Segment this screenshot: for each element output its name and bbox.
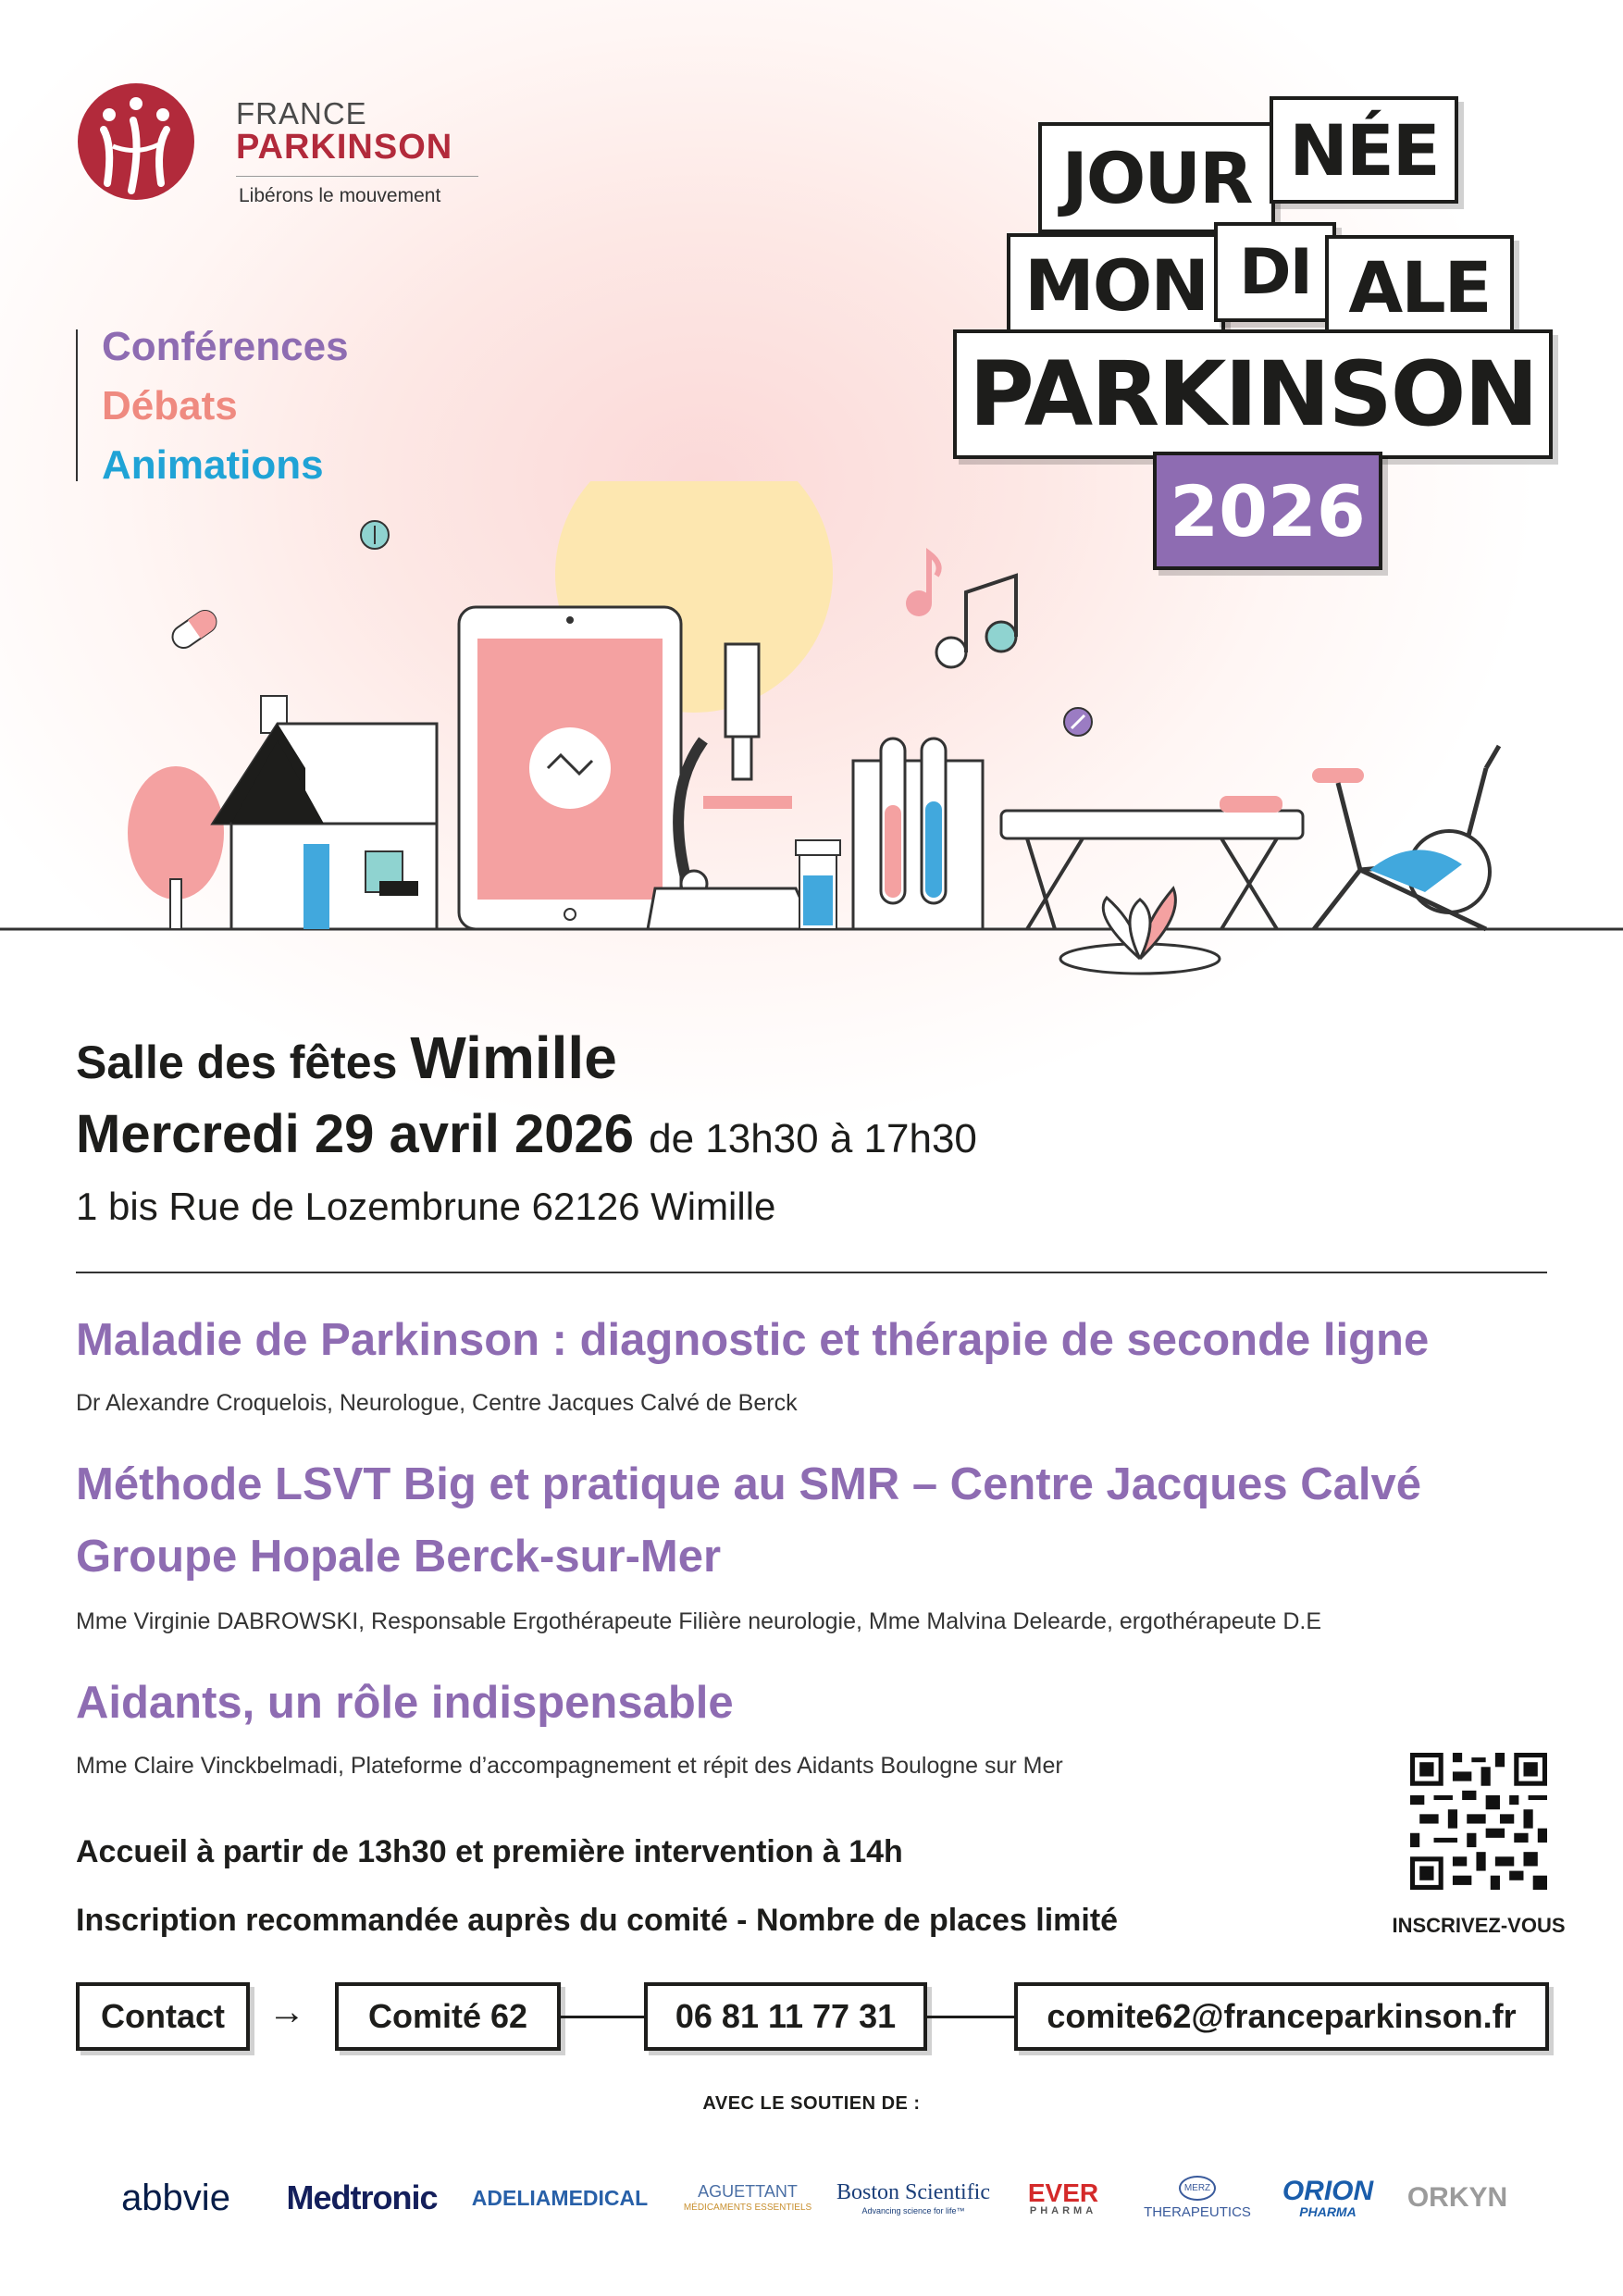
qr-code-icon[interactable] [1410,1753,1547,1890]
logo-text-parkinson: PARKINSON [236,128,453,167]
title-block-nee: NÉE [1270,96,1458,204]
jar-icon [796,840,840,929]
connector-line [561,2016,644,2018]
sponsor-ever-pharma-logo [994,2156,1133,2240]
sponsor-abbvie-logo: abbvie [121,2177,230,2218]
keyword-debats: Débats [102,383,238,428]
talk-speakers-2: Mme Virginie DABROWSKI, Responsable Ergothérapeute Filière neurologie, Mme Malvina Delearde, ergothérapeute D.E [76,1608,1322,1634]
keywords-bar [76,329,78,481]
arrow-right-icon: → [268,1992,305,2032]
title-year: 2026 [1153,452,1382,570]
logo-tagline: Libérons le mouvement [239,185,441,206]
talk-speakers-1: Dr Alexandre Croquelois, Neurologue, Centre Jacques Calvé de Berck [76,1390,798,1416]
title-block-mon: MON [1007,233,1225,337]
sponsor-medtronic-logo: Medtronic [286,2178,438,2216]
boston-sub: Advancing science for life™ [861,2205,965,2215]
sponsor-merz-logo [1142,2156,1253,2240]
massage-table-icon [1001,796,1303,929]
committee-box: Comité 62 [335,1982,561,2051]
venue-prefix: Salle des fêtes [76,1036,398,1088]
talk-speakers-3: Mme Claire Vinckbelmadi, Plateforme d’accompagnement et répit des Aidants Boulogne sur Mer [76,1753,1063,1779]
event-address: 1 bis Rue de Lozembrune 62126 Wimille [76,1185,776,1228]
sponsor-orion-logo [1268,2156,1388,2240]
merz-sub: THERAPEUTICS [1144,2204,1251,2220]
talk-title-2: Méthode LSVT Big et pratique au SMR – Centre Jacques Calvé [76,1459,1421,1509]
event-date: Mercredi 29 avril 2026 [76,1104,634,1164]
keyword-animations: Animations [102,442,324,488]
sponsors-label: AVEC LE SOUTIEN DE : [702,2093,921,2114]
event-time: de 13h30 à 17h30 [649,1116,977,1161]
contact-label-box: Contact [76,1982,250,2051]
venue-city: Wimille [410,1024,617,1091]
sponsor-boston-scientific-logo [836,2156,990,2240]
keyword-conferences: Conférences [102,324,349,369]
logo-divider [236,176,478,177]
sponsor-aguettant-logo [663,2156,833,2240]
date-line [76,1103,977,1165]
aguettant-sub: MÉDICAMENTS ESSENTIELS [683,2202,812,2213]
email-box[interactable]: comite62@franceparkinson.fr [1014,1982,1549,2051]
ever-sub: PHARMA [1029,2204,1097,2216]
connector-line [927,2016,1014,2018]
merz-badge-icon: MERZ [1179,2176,1216,2201]
illustration [0,481,1623,999]
talk-title-3: Aidants, un rôle indispensable [76,1678,734,1728]
phone-box[interactable]: 06 81 11 77 31 [644,1982,927,2051]
tree-icon [128,766,224,929]
aguettant-name: AGUETTANT [698,2182,798,2202]
sponsor-orkyn-logo: ORKYN [1406,2182,1508,2213]
talk-title-2-line2: Groupe Hopale Berck-sur-Mer [76,1532,722,1582]
title-block-ale: ALE [1325,235,1514,339]
title-block-jour: JOUR [1038,122,1275,233]
orion-name: ORION [1282,2176,1374,2206]
orion-sub: PHARMA [1299,2204,1357,2219]
exercise-bike-icon [1312,746,1499,929]
ever-name: EVER [1027,2178,1099,2207]
boston-name: Boston Scientific [836,2179,990,2204]
capsule-icon [168,606,220,652]
title-block-parkinson: PARKINSON [953,329,1553,459]
house-icon [213,696,437,929]
sponsor-adelia-logo: ADELIAMEDICAL [471,2185,649,2210]
info-line-1: Accueil à partir de 13h30 et première intervention à 14h [76,1834,903,1869]
talk-title-1: Maladie de Parkinson : diagnostic et thérapie de seconde ligne [76,1315,1430,1365]
tablet-icon [459,607,681,929]
title-block-di: DI [1214,222,1336,322]
qr-label: INSCRIVEZ-VOUS [1392,1914,1566,1937]
test-tubes-icon [853,738,983,929]
venue-line [76,1024,617,1092]
france-parkinson-logo-icon [76,81,196,202]
music-note-icon [906,553,1016,667]
logo-text-france: FRANCE [236,96,367,130]
info-line-2: Inscription recommandée auprès du comité - Nombre de places limité [76,1903,1119,1938]
lotus-icon [1060,888,1220,974]
divider [76,1272,1547,1273]
